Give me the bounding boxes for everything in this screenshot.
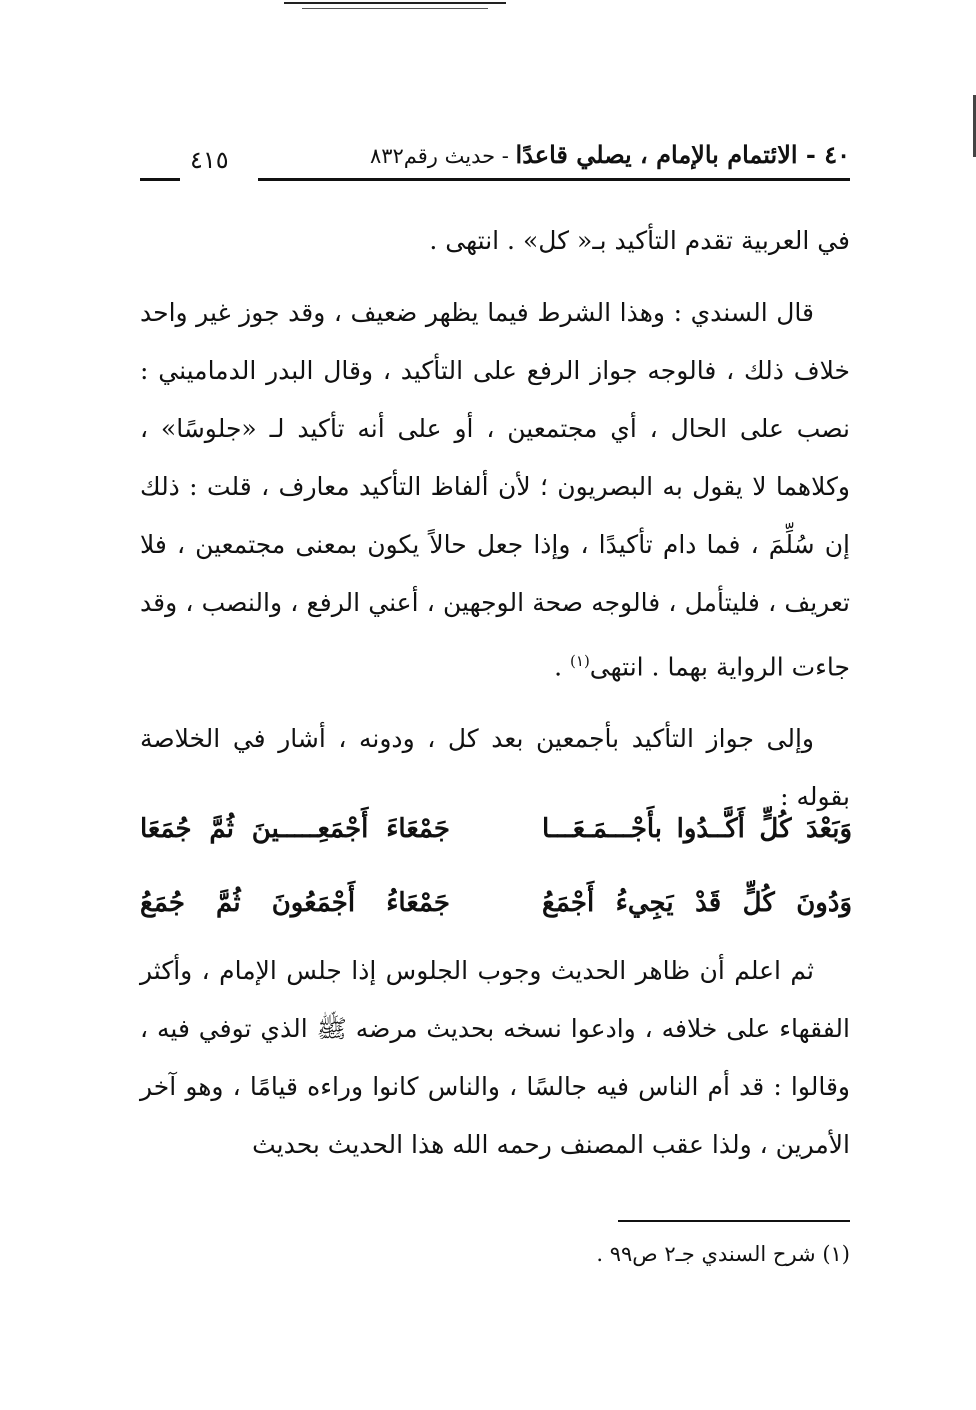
main-text bbox=[140, 212, 850, 840]
chapter-title: ٤٠ - الائتمام بالإمام ، يصلي قاعدًا bbox=[515, 140, 850, 169]
closing-text bbox=[140, 942, 850, 1174]
hadith-number: - حديث رقم٨٣٢ bbox=[369, 144, 516, 168]
poem-verses bbox=[140, 800, 852, 948]
top-scan-rule-secondary bbox=[302, 8, 488, 9]
verse-first-hemistich: وَدُونَ كُلٍّ قَدْ يَجِيءُ أَجْمَعُ bbox=[542, 888, 852, 918]
page-header bbox=[140, 140, 850, 190]
verse-row bbox=[140, 800, 852, 874]
paragraph-2-text: قال السندي : وهذا الشرط فيما يظهر ضعيف ، وقد جوز غير واحد خلاف ذلك ، فالوجه جواز الرفع على التأكيد ، وقال البدر الدماميني : نصب على الحال ، أي مجتمعين ، أو على أنه تأكيد لـ «جلوسًا» ، وكلاهما لا يقول به البصريون ؛ لأن ألفاظ التأكيد معارف ، قلت : ذلك إن سُلِّمَ ، فما دام تأكيدًا ، وإذا جعل حالاً يكون بمعنى مجتمعين ، فلا تعريف ، فليتأمل ، فالوجه صحة الوجهين ، أعني الرفع ، والنصب ، وقد جاءت الرواية بهما . انتهى bbox=[140, 298, 850, 682]
footnote-reference: (١) bbox=[570, 652, 590, 670]
footnote: (١) شرح السندي جـ٢ ص٩٩ . bbox=[596, 1242, 850, 1266]
footnote-rule bbox=[618, 1220, 850, 1222]
page-number-dash bbox=[140, 178, 180, 181]
page-number: ٤١٥ bbox=[190, 146, 229, 174]
verse-second-hemistich: جَمْعَاءُ أَجْمَعُونَ ثُمَّ جُمَعُ bbox=[140, 888, 450, 918]
paragraph-2-end: . bbox=[554, 652, 571, 682]
verse-second-hemistich: جَمْعَاءَ أَجْمَعِـــــينَ ثُمَّ جُمَعَا bbox=[140, 814, 450, 844]
top-scan-rule bbox=[284, 2, 506, 4]
verse-row bbox=[140, 874, 852, 948]
verse-first-hemistich: وَبَعْدَ كُلٍّ أَكَّــدُوا بأَجْـــمَـعَـــا bbox=[542, 814, 852, 844]
paragraph-3: وإلى جواز التأكيد بأجمعين بعد كل ، ودونه ، أشار في الخلاصة بقوله : bbox=[140, 724, 850, 812]
paragraph-2 bbox=[140, 284, 850, 696]
running-title bbox=[370, 140, 850, 169]
paragraph-4: ثم اعلم أن ظاهر الحديث وجوب الجلوس إذا جلس الإمام ، وأكثر الفقهاء على خلافه ، وادعوا نسخه بحديث مرضه ﷺ الذي توفي فيه ، وقالوا : قد أم الناس فيه جالسًا ، والناس كانوا وراءه قيامًا ، وهو آخر الأمرين ، ولذا عقب المصنف رحمه الله هذا الحديث بحديث bbox=[140, 956, 850, 1159]
paragraph-1: في العربية تقدم التأكيد بـ« كل» . انتهى . bbox=[429, 226, 850, 255]
header-rule bbox=[258, 178, 850, 181]
